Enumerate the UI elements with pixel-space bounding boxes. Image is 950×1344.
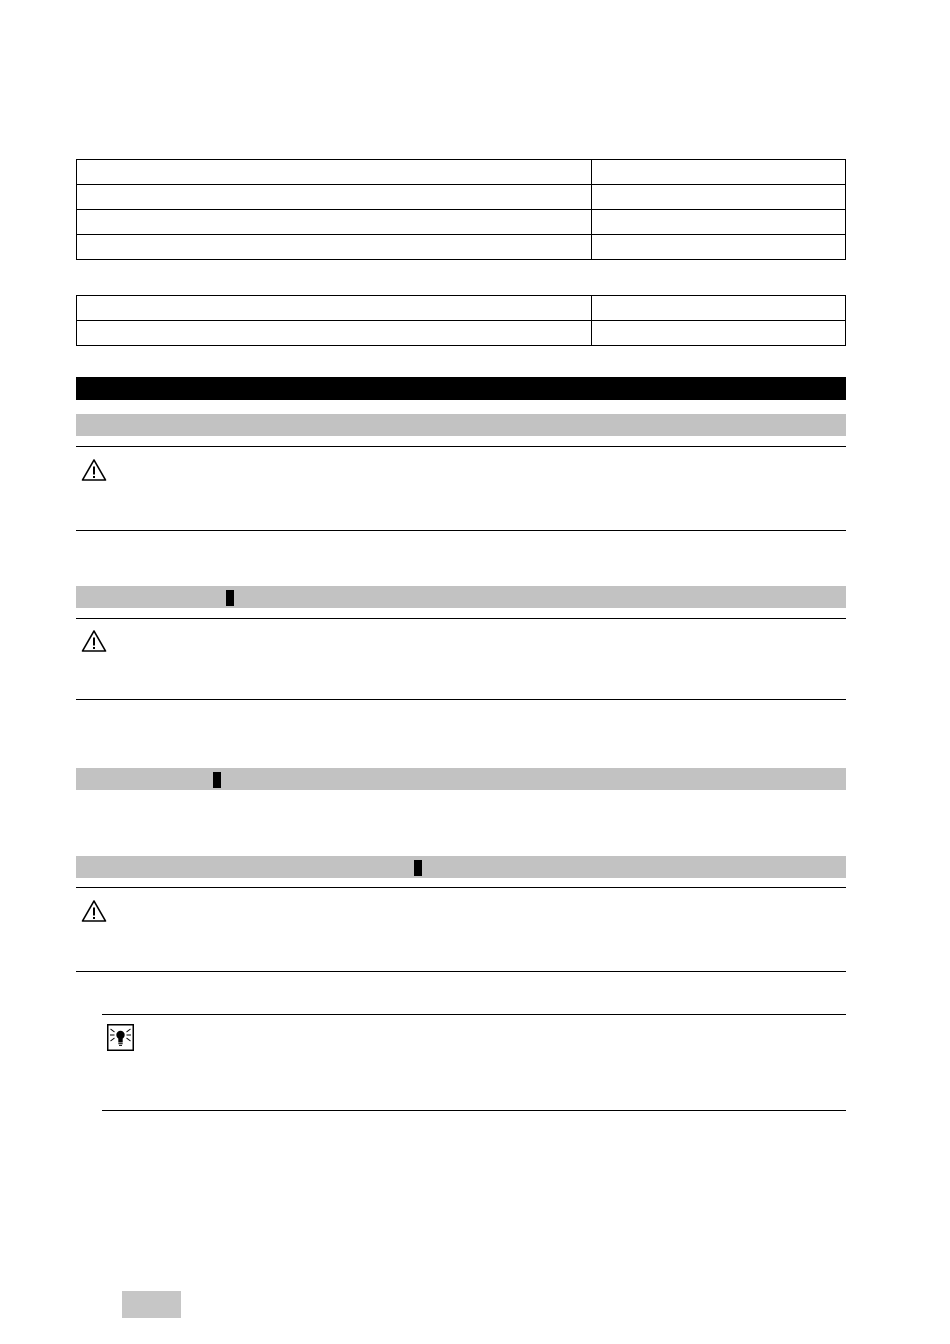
table-cell xyxy=(592,210,846,235)
page-number-tab xyxy=(122,1291,181,1318)
table-cell xyxy=(77,210,592,235)
table-cell xyxy=(592,296,846,321)
table-row xyxy=(77,185,846,210)
table-row xyxy=(77,235,846,260)
table-cell xyxy=(592,321,846,346)
warning-triangle-icon xyxy=(81,899,107,923)
spec-table-2 xyxy=(76,295,846,346)
spec-table-1 xyxy=(76,159,846,260)
divider xyxy=(76,530,846,531)
section-heading-bar xyxy=(76,377,846,400)
marker-block xyxy=(213,772,221,788)
divider xyxy=(102,1014,846,1015)
table-row xyxy=(77,321,846,346)
table-row xyxy=(77,296,846,321)
table-cell xyxy=(77,160,592,185)
warning-triangle-icon xyxy=(81,629,107,653)
table-cell xyxy=(77,185,592,210)
divider xyxy=(76,699,846,700)
table-row xyxy=(77,160,846,185)
divider xyxy=(76,887,846,888)
subheading-bar xyxy=(76,586,846,608)
table-cell xyxy=(592,185,846,210)
warning-triangle-icon xyxy=(81,458,107,482)
divider xyxy=(76,971,846,972)
marker-block xyxy=(414,860,422,876)
subheading-bar xyxy=(76,768,846,790)
table-cell xyxy=(592,235,846,260)
table-cell xyxy=(77,296,592,321)
table-row xyxy=(77,210,846,235)
table-cell xyxy=(592,160,846,185)
lightbulb-tip-icon xyxy=(107,1024,134,1051)
divider xyxy=(76,618,846,619)
divider xyxy=(76,446,846,447)
marker-block xyxy=(226,590,234,606)
subheading-bar xyxy=(76,414,846,436)
divider xyxy=(102,1110,846,1111)
table-cell xyxy=(77,321,592,346)
table-cell xyxy=(77,235,592,260)
subheading-bar xyxy=(76,856,846,878)
